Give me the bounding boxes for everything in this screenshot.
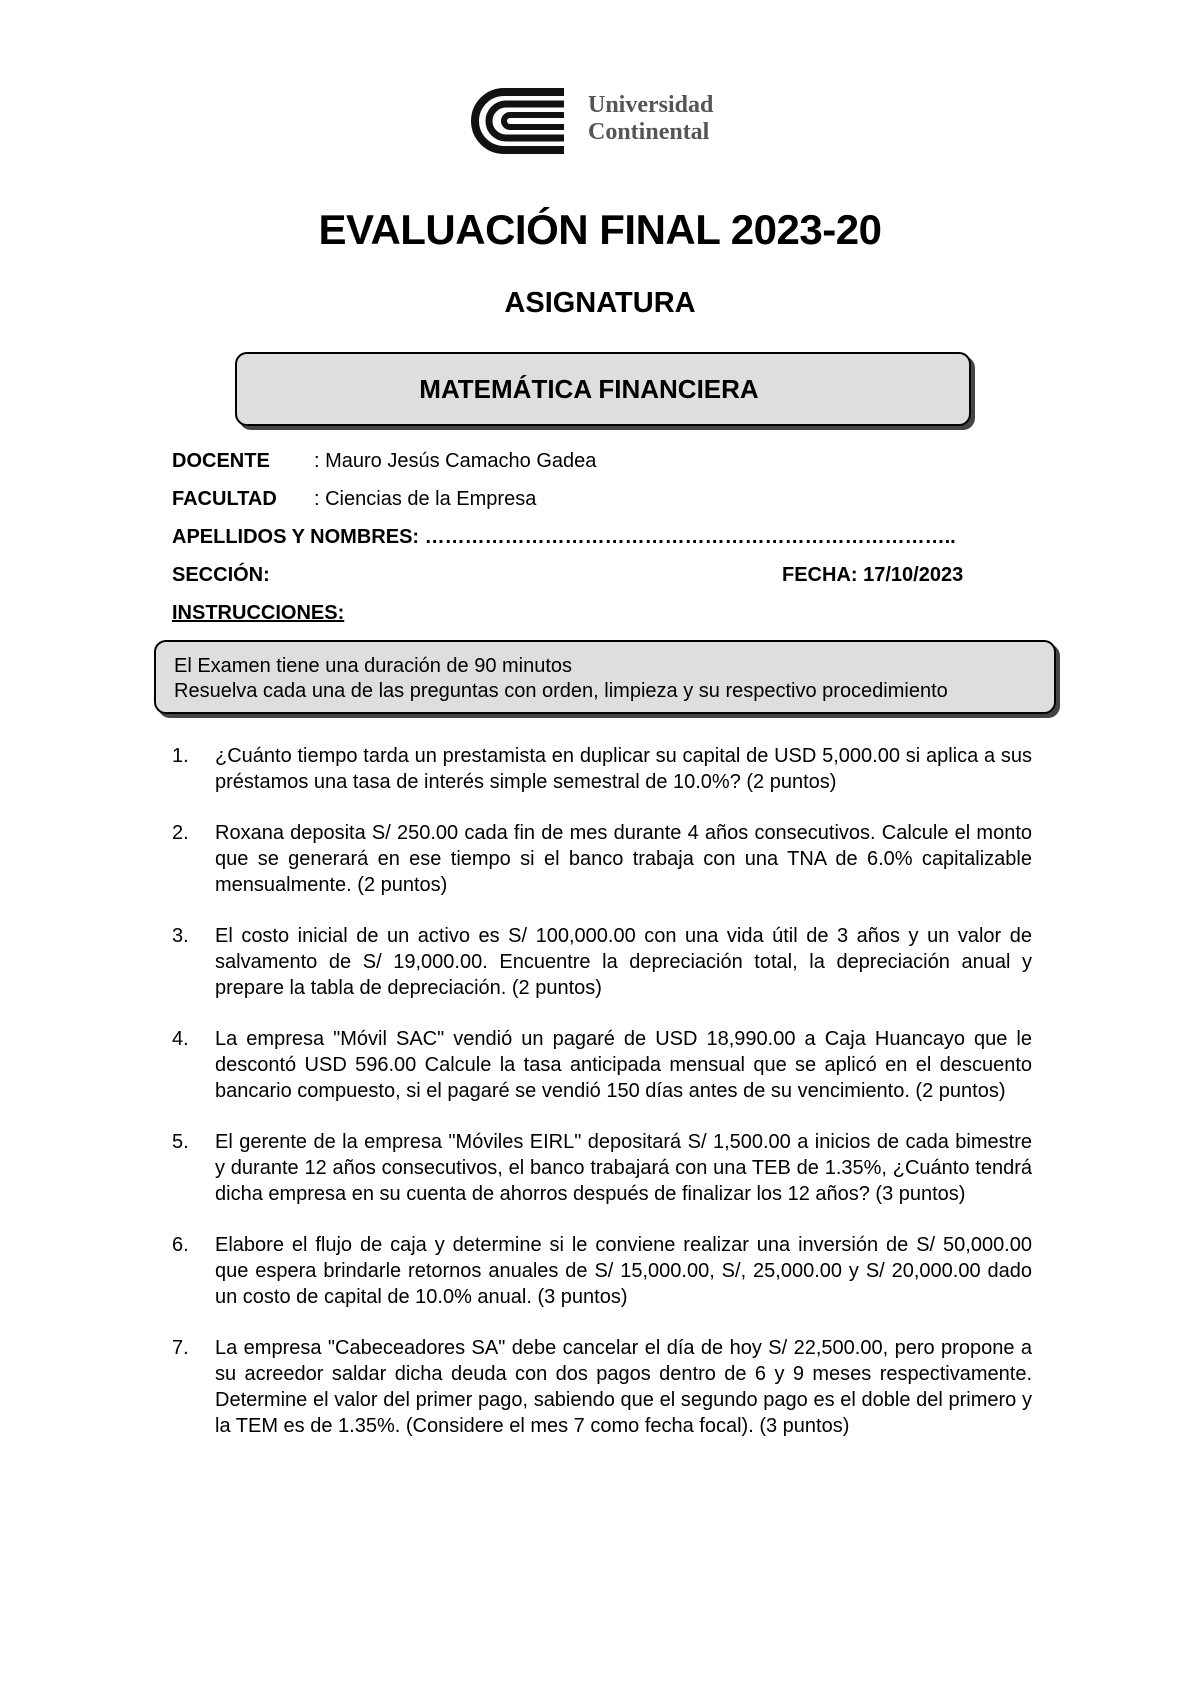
subject-heading: ASIGNATURA [504,287,696,319]
facultad-value: : Ciencias de la Empresa [314,488,537,510]
continental-c-logo-icon [468,88,572,154]
docente-row [172,450,596,473]
fecha-label: FECHA: 17/10/2023 [782,564,964,586]
instruction-line: Resuelva cada una de las preguntas con orden, limpieza y su respectivo procedimiento [174,680,948,702]
instrucciones-heading: INSTRUCCIONES: [172,602,345,624]
question-text: El gerente de la empresa "Móviles EIRL" depositará S/ 1,500.00 a inicios de cada bimestre y durante 12 años consecutivos, el banco trabajará con una TEB de 1.35%, ¿Cuánto tendrá dicha empresa en su cuenta de ahorros después de finalizar los 12 años? (3 puntos) [215,1131,1032,1205]
question-number: 6. [172,1234,189,1256]
university-name [588,92,713,146]
question-item [172,743,1032,795]
instruction-line: El Examen tiene una duración de 90 minutos [174,655,573,677]
question-number: 3. [172,925,189,947]
docente-value: : Mauro Jesús Camacho Gadea [314,450,597,472]
question-item [172,923,1032,1001]
question-text: Elabore el flujo de caja y determine si le conviene realizar una inversión de S/ 50,000.00 que espera brindarle retornos anuales de S/ 15,000.00, S/, 25,000.00 y S/ 20,000.00 dado un costo de capital de 10.0% anual. (3 puntos) [215,1234,1032,1308]
question-item [172,820,1032,898]
question-list [172,743,1032,1464]
question-text: ¿Cuánto tiempo tarda un prestamista en duplicar su capital de USD 5,000.00 si aplica a sus préstamos una tasa de interés simple semestral de 10.0%? (2 puntos) [215,745,1032,793]
question-text: El costo inicial de un activo es S/ 100,000.00 con una vida útil de 3 años y un valor de salvamento de S/ 19,000.00. Encuentre la depreciación total, la depreciación anual y prepare la tabla de depreciación. (2 puntos) [215,925,1032,999]
question-item [172,1232,1032,1310]
question-number: 1. [172,745,189,767]
university-name-line1: Universidad [588,92,714,118]
question-number: 2. [172,822,189,844]
question-item [172,1129,1032,1207]
facultad-label: FACULTAD [172,488,277,510]
question-number: 4. [172,1028,189,1050]
university-logo [468,84,758,158]
question-text: La empresa "Cabeceadores SA" debe cancelar el día de hoy S/ 22,500.00, pero propone a su acreedor saldar dicha deuda con dos pagos dentro de 6 y 9 meses respectivamente. Determine el valor del primer pago, sabiendo que el segundo pago es el doble del primero y la TEM es de 1.35%. (Considere el mes 7 como fecha focal). (3 puntos) [215,1337,1032,1437]
course-name-box [235,352,971,426]
docente-label: DOCENTE [172,450,270,472]
seccion-label: SECCIÓN: [172,564,270,586]
question-text: Roxana deposita S/ 250.00 cada fin de mes durante 4 años consecutivos. Calcule el monto que se generará en ese tiempo si el banco trabaja con una TNA de 6.0% capitalizable mensualmente. (2 puntos) [215,822,1032,896]
instructions-box [154,640,1056,714]
question-item [172,1026,1032,1104]
university-name-line2: Continental [588,119,710,145]
question-number: 7. [172,1337,189,1359]
apellidos-label: APELLIDOS Y NOMBRES: …………………………………………………………………….. [172,526,956,548]
apellidos-field [172,526,1032,549]
question-number: 5. [172,1131,189,1153]
question-text: La empresa "Móvil SAC" vendió un pagaré de USD 18,990.00 a Caja Huancayo que le descontó USD 596.00 Calcule la tasa anticipada mensual que se aplicó en el descuento bancario compuesto, si el pagaré se vendió 150 días antes de su vencimiento. (2 puntos) [215,1028,1032,1102]
facultad-row [172,488,536,511]
exam-title: EVALUACIÓN FINAL 2023-20 [318,206,882,253]
course-name: MATEMÁTICA FINANCIERA [419,373,759,404]
question-item [172,1335,1032,1439]
